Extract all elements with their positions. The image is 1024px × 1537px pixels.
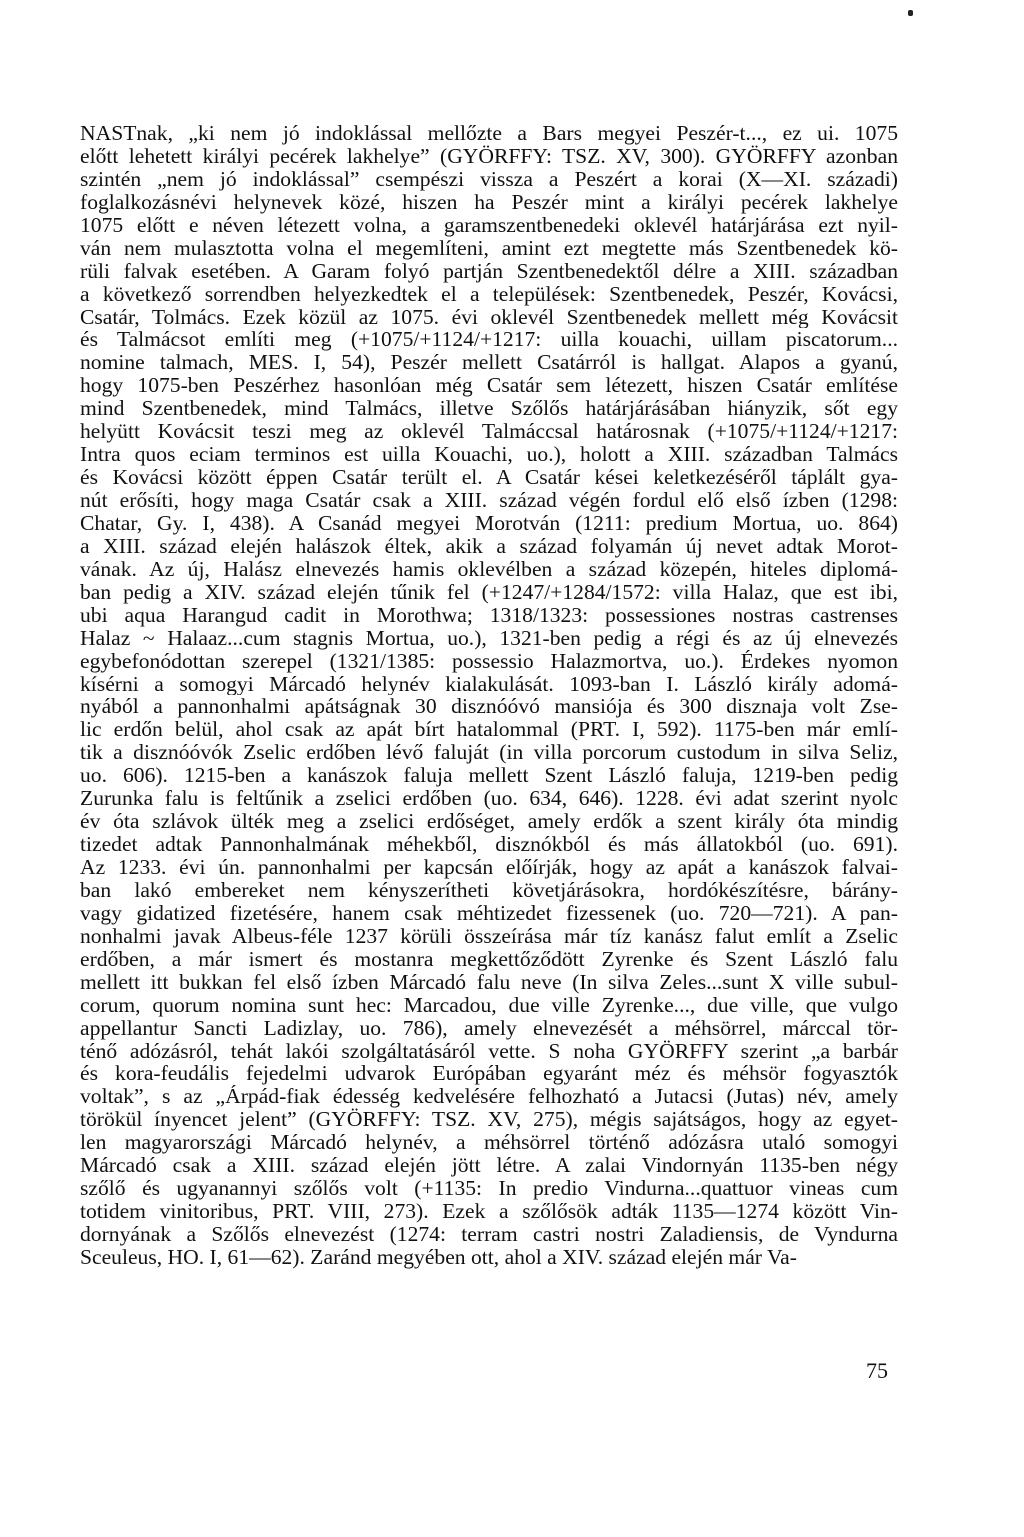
text-line: Csatár, Tolmács. Ezek közül az 1075. évi oklevél Szentbenedek mellett még Kovácsit: [80, 305, 898, 329]
text-line: mellett itt bukkan fel első ízben Márcadó falu neve (In silva Zeles...sunt X ville subul-: [80, 970, 898, 994]
text-line: szőlő és ugyanannyi szőlős volt (+1135: In predio Vindurna...quattuor vineas cum: [80, 1177, 898, 1201]
text-line: előtt lehetett királyi pecérek lakhelye” (GYÖRFFY: TSZ. XV, 300). GYÖRFFY azonban: [80, 144, 898, 168]
text-line: Chatar, Gy. I, 438). A Csanád megyei Morotván (1211: predium Mortua, uo. 864): [80, 511, 898, 535]
text-line: törökül ínyencet jelent” (GYÖRFFY: TSZ. XV, 275), mégis sajátságos, hogy az egyet-: [80, 1108, 898, 1132]
text-line: uo. 606). 1215-ben a kanászok faluja mellett Szent László faluja, 1219-ben pedig: [80, 764, 898, 788]
text-line: nyából a pannonhalmi apátságnak 30 disznóóvó mansiója és 300 disznaja volt Zse-: [80, 695, 898, 719]
text-line: ván nem mulasztotta volna el megemlíteni, amint ezt megtette más Szentbenedek kö-: [80, 236, 898, 260]
text-line: rüli falvak esetében. A Garam folyó partján Szentbenedektől délre a XIII. században: [80, 259, 898, 283]
text-line: év óta szlávok ülték meg a zselici erdőséget, amely erdők a szent király óta mindig: [80, 810, 898, 834]
text-line: appellantur Sancti Ladizlay, uo. 786), amely elnevezését a méhsörrel, márccal tör-: [80, 1016, 898, 1040]
text-line: Az 1233. évi ún. pannonhalmi per kapcsán előírják, hogy az apát a kanászok falvai-: [80, 856, 898, 879]
text-line: tik a disznóóvók Zselic erdőben lévő faluját (in villa porcorum custodum in silva Seliz,: [80, 741, 898, 765]
text-line: ban lakó embereket nem kényszerítheti követjárásokra, hordókészítésre, bárány-: [80, 878, 898, 902]
text-line: ubi aqua Harangud cadit in Morothwa; 1318/1323: possessiones nostras castrenses: [80, 603, 898, 627]
text-line: ban pedig a XIV. század elején tűnik fel (+1247/+1284/1572: villa Halaz, que est ibi,: [80, 580, 898, 604]
text-line: NASTnak, „ki nem jó indoklással mellőzte a Bars megyei Peszér-t..., ez ui. 1075: [80, 122, 898, 145]
text-line: voltak”, s az „Árpád-fiak édesség kedvelésére felhozható a Jutacsi (Jutas) név, amely: [80, 1085, 898, 1109]
text-line: vának. Az új, Halász elnevezés hamis oklevélben a század közepén, hiteles diplomá-: [80, 557, 898, 581]
text-line: len magyarországi Márcadó helynév, a méhsörrel történő adózásra utaló somogyi: [80, 1131, 898, 1155]
text-line: nút erősíti, hogy maga Csatár csak a XIII. század végén fordul elő első ízben (1298:: [80, 489, 898, 512]
text-line: 1075 előtt e néven létezett volna, a garamszentbenedeki oklevél határjárása ezt nyil-: [80, 213, 898, 237]
text-line: erdőben, a már ismert és mostanra megkettőződött Zyrenke és Szent László falu: [80, 947, 898, 971]
text-line: és Talmácsot említi meg (+1075/+1124/+1217: uilla kouachi, uillam piscatorum...: [80, 328, 898, 352]
text-line: tizedet adtak Pannonhalmának méhekből, disznókból és más állatokból (uo. 691).: [80, 833, 898, 856]
page-body: [80, 122, 898, 1269]
text-line: foglalkozásnévi helynevek közé, hiszen ha Peszér mint a királyi pecérek lakhelye: [80, 190, 898, 214]
text-line: Halaz ~ Halaaz...cum stagnis Mortua, uo.), 1321-ben pedig a régi és az új elnevezés: [80, 626, 898, 650]
text-line: szintén „nem jó indoklással” csempészi vissza a Peszért a korai (X—XI. századi): [80, 167, 898, 191]
corner-ink-mark: [908, 10, 913, 16]
text-line: totidem vinitoribus, PRT. VIII, 273). Ezek a szőlősök adták 1135—1274 között Vin-: [80, 1200, 898, 1223]
text-line: Zurunka falu is feltűnik a zselici erdőben (uo. 634, 646). 1228. évi adat szerint nyolc: [80, 787, 898, 811]
text-line: és Kovácsi között éppen Csatár terült el. A Csatár kései keletkezéséről táplált gya-: [80, 466, 898, 489]
text-line: Márcadó csak a XIII. század elején jött létre. A zalai Vindornyán 1135-ben négy: [80, 1154, 898, 1178]
text-line: a következő sorrendben helyezkedtek el a települések: Szentbenedek, Peszér, Kovácsi,: [80, 282, 898, 306]
text-line: ténő adózásról, tehát lakói szolgáltatásáról vette. S noha GYÖRFFY szerint „a barbár: [80, 1039, 898, 1063]
text-line: egybefonódottan szerepel (1321/1385: possessio Halazmortva, uo.). Érdekes nyomon: [80, 649, 898, 673]
text-line: és kora-feudális fejedelmi udvarok Európában egyaránt méz és méhsör fogyasztók: [80, 1062, 898, 1086]
text-line: Intra quos eciam terminos est uilla Kouachi, uo.), holott a XIII. században Talmács: [80, 443, 898, 467]
text-line: hogy 1075-ben Peszérhez hasonlóan még Csatár sem létezett, hiszen Csatár említése: [80, 374, 898, 398]
text-line: kísérni a somogyi Márcadó helynév kialakulását. 1093-ban I. László király adomá-: [80, 672, 898, 696]
text-line: nomine talmach, MES. I, 54), Peszér mellett Csatárról is hallgat. Alapos a gyanú,: [80, 351, 898, 375]
text-line: mind Szentbenedek, mind Talmács, illetve Szőlős határjárásában hiányzik, sőt egy: [80, 397, 898, 421]
text-line: helyütt Kovácsit teszi meg az oklevél Talmáccsal határosnak (+1075/+1124/+1217:: [80, 420, 898, 444]
text-line: lic erdőn belül, ahol csak az apát bírt hatalommal (PRT. I, 592). 1175-ben már emlí-: [80, 718, 898, 742]
text-line: Sceuleus, HO. I, 61—62). Zaránd megyében ott, ahol a XIV. század elején már Va-: [80, 1245, 797, 1269]
text-line: nonhalmi javak Albeus-féle 1237 körüli összeírása már tíz kanász falut említ a Zselic: [80, 924, 898, 948]
text-line: a XIII. század elején halászok éltek, akik a század folyamán új nevet adtak Morot-: [80, 534, 898, 558]
text-line: corum, quorum nomina sunt hec: Marcadou, due ville Zyrenke..., due ville, que vulgo: [80, 993, 898, 1017]
text-line: dornyának a Szőlős elnevezést (1274: terram castri nostri Zaladiensis, de Vyndurna: [80, 1223, 898, 1246]
text-line: vagy gidatized fizetésére, hanem csak méhtizedet fizessenek (uo. 720—721). A pan-: [80, 901, 898, 925]
page-number: 75: [866, 1358, 888, 1383]
